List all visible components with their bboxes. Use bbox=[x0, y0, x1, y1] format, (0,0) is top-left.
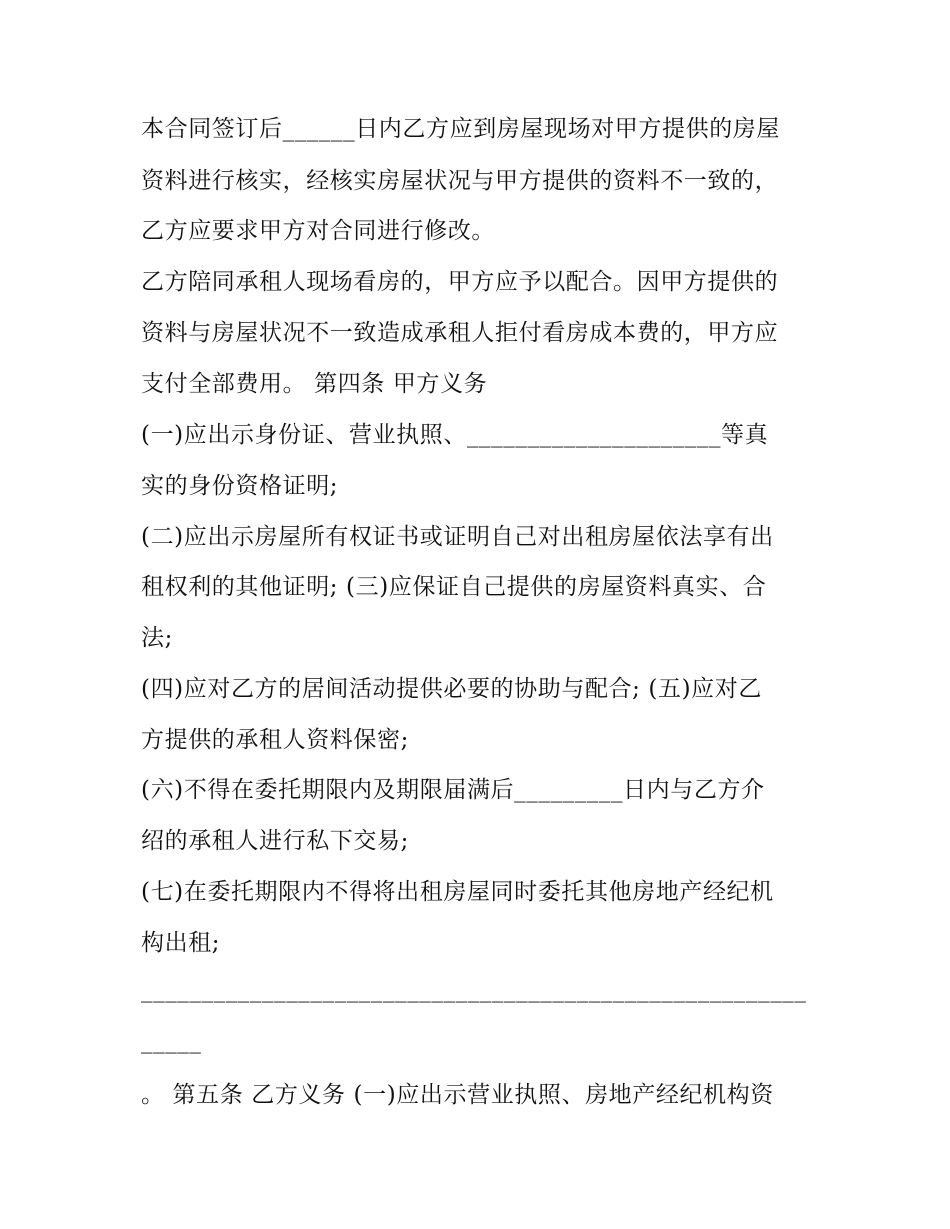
text-line: 实的身份资格证明; bbox=[141, 473, 339, 499]
text-line: 绍的承租人进行私下交易; bbox=[141, 828, 409, 854]
text-line: (六)不得在委托期限内及期限届满后_________日内与乙方介 bbox=[141, 777, 765, 803]
text-line: (一)应出示身份证、营业执照、_____________________等真 bbox=[141, 422, 769, 448]
text-line: 支付全部费用。 第四条 甲方义务 bbox=[141, 371, 488, 397]
text-line: 资料进行核实，经核实房屋状况与甲方提供的资料不一致的， bbox=[141, 168, 779, 194]
blank-fill-line: _______________________________________________________ bbox=[141, 977, 807, 1003]
text-line: (二)应出示房屋所有权证书或证明自己对出租房屋依法享有出 bbox=[141, 524, 774, 550]
text-line: 构出租; bbox=[141, 930, 221, 956]
text-line: 乙方陪同承租人现场看房的，甲方应予以配合。因甲方提供的 bbox=[141, 269, 779, 295]
blank-fill-line: _____ bbox=[141, 1028, 202, 1054]
text-line: (七)在委托期限内不得将出租房屋同时委托其他房地产经纪机 bbox=[141, 879, 774, 905]
text-line: 法; bbox=[141, 625, 173, 651]
text-line: 乙方应要求甲方对合同进行修改。 bbox=[141, 218, 495, 244]
text-line: (四)应对乙方的居间活动提供必要的协助与配合; (五)应对乙 bbox=[141, 676, 762, 702]
text-line: 本合同签订后______日内乙方应到房屋现场对甲方提供的房屋 bbox=[141, 116, 780, 142]
text-line: 资料与房屋状况不一致造成承租人拒付看房成本费的，甲方应 bbox=[141, 320, 779, 346]
text-line: 租权利的其他证明; (三)应保证自己提供的房屋资料真实、合 bbox=[141, 574, 767, 600]
text-line: 。 第五条 乙方义务 (一)应出示营业执照、房地产经纪机构资 bbox=[141, 1082, 774, 1108]
text-line: 方提供的承租人资料保密; bbox=[141, 727, 409, 753]
